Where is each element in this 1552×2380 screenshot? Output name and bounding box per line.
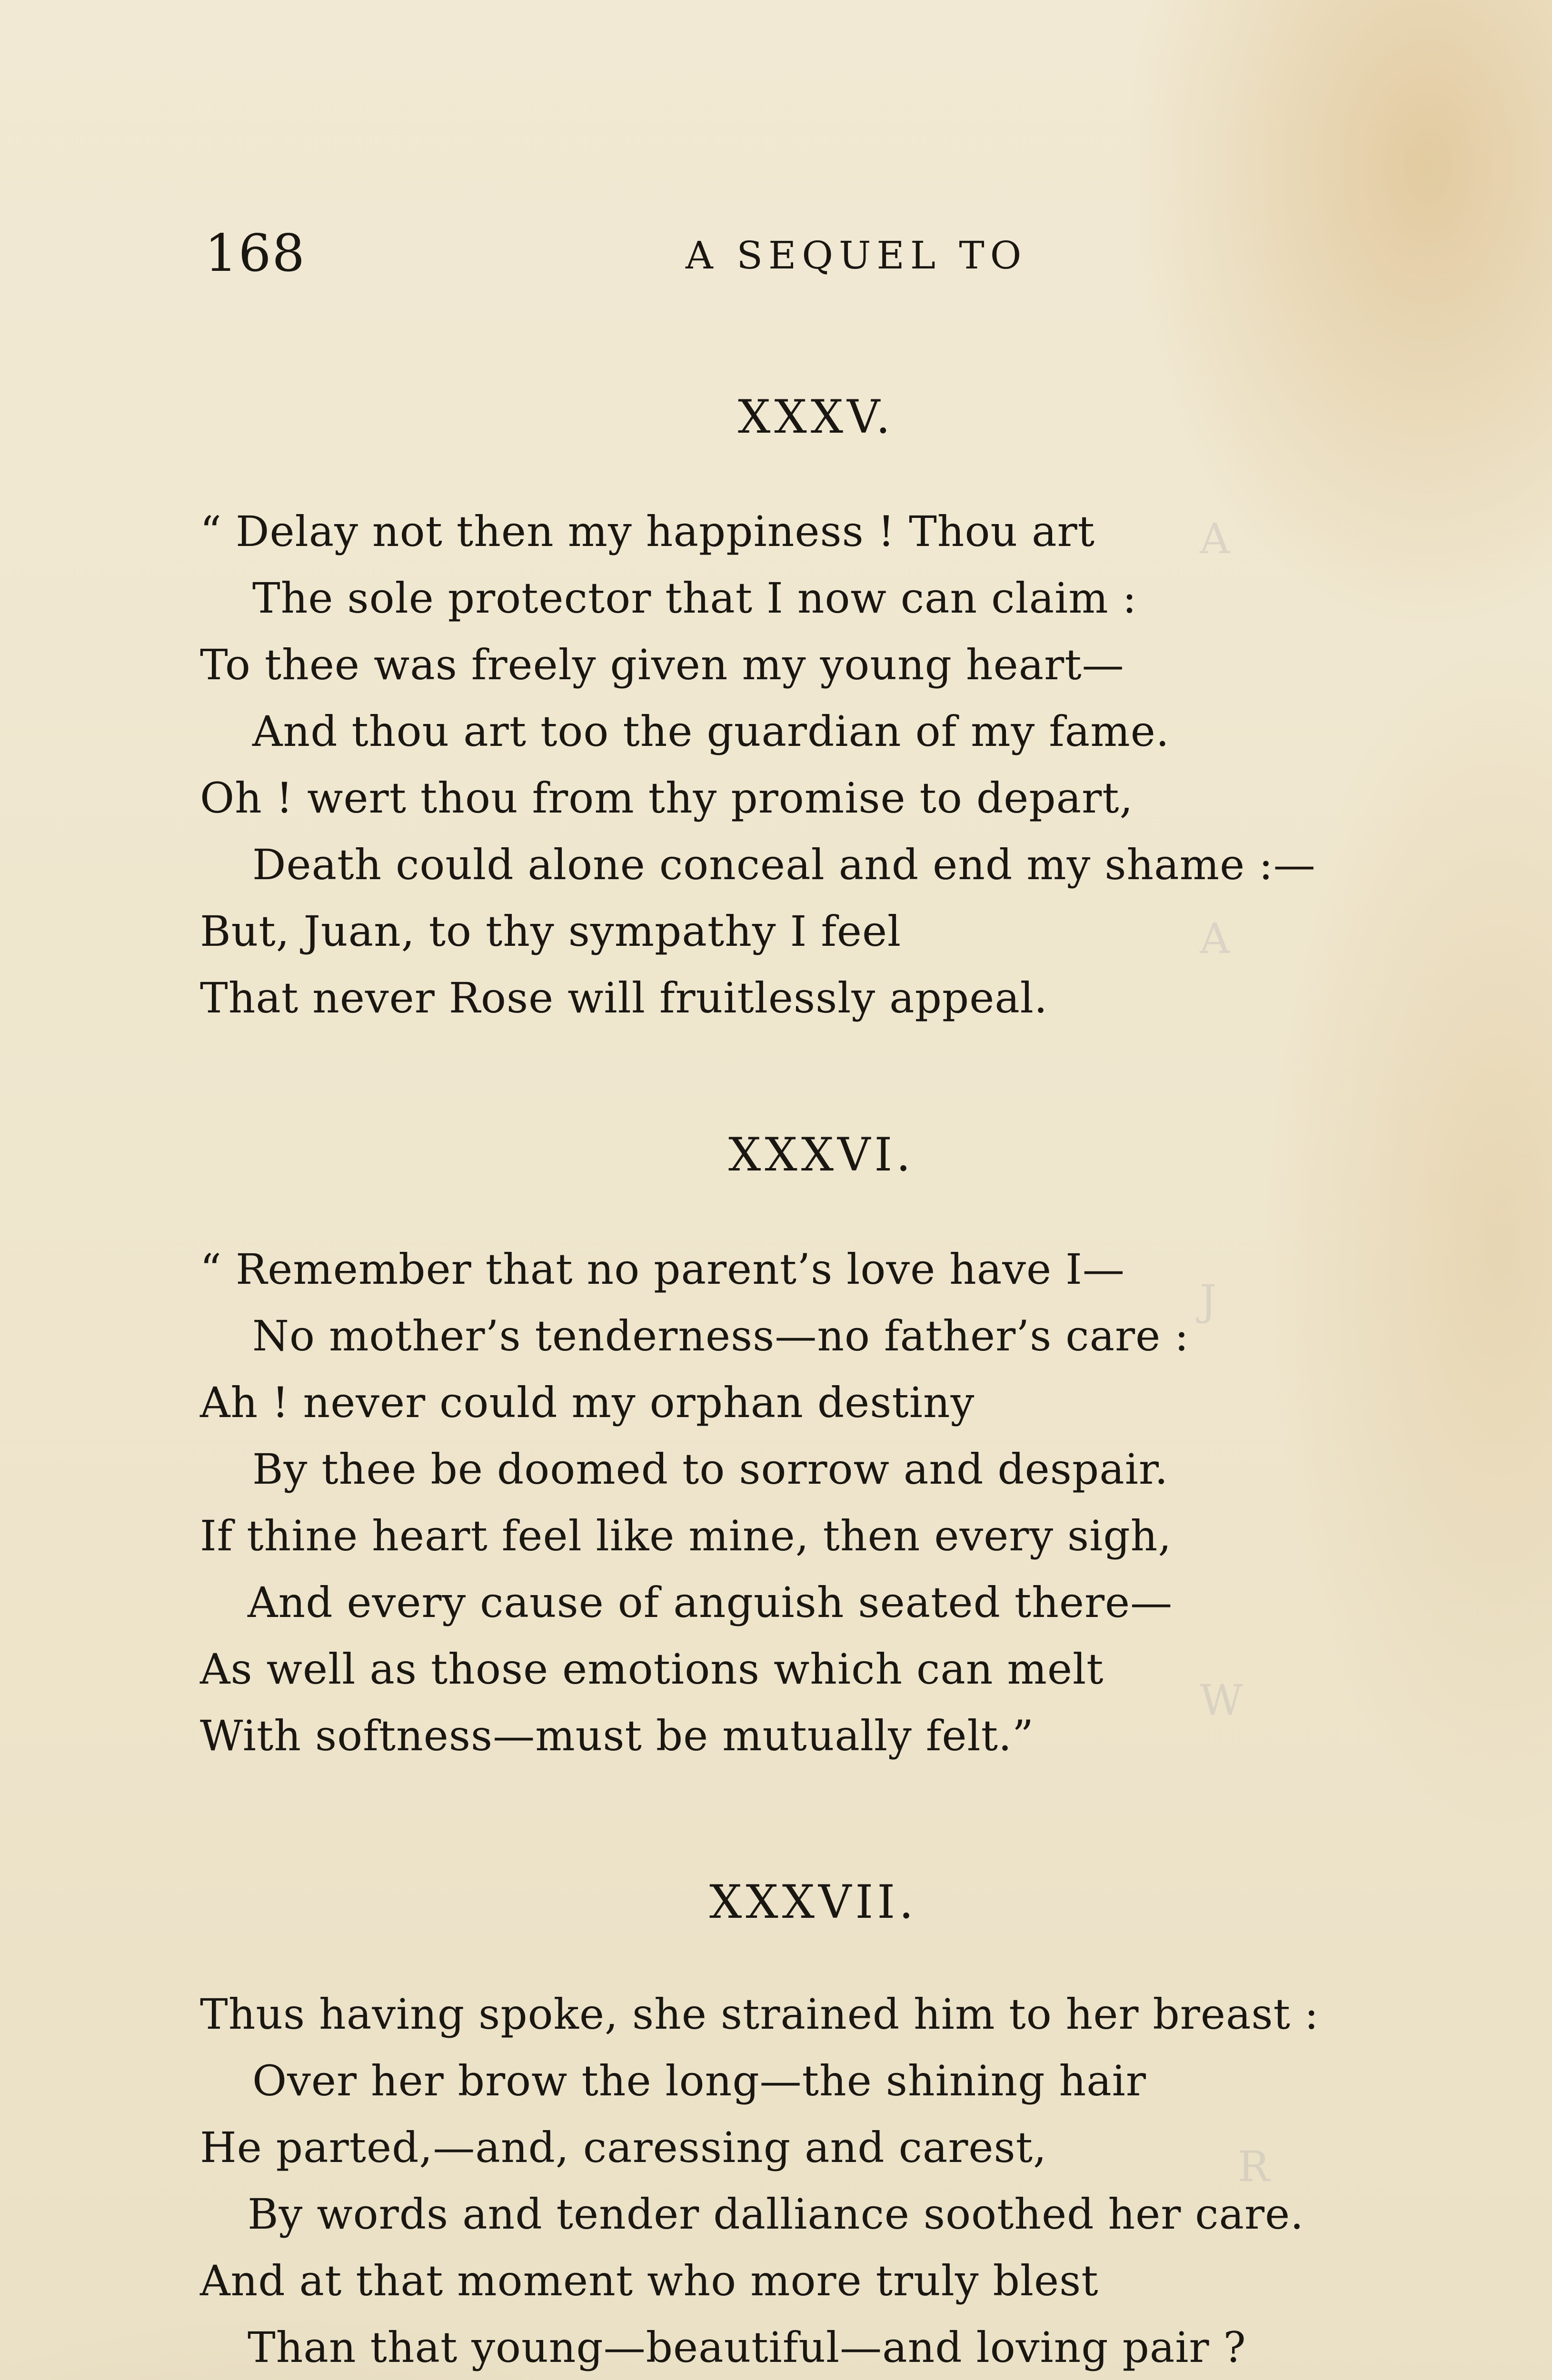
verse-line: Over her brow the long—the shining hair [252, 2056, 1146, 2105]
verse-line: He parted,—and, caressing and carest, [200, 2123, 1047, 2172]
verse-line: And thou art too the guardian of my fame. [252, 707, 1170, 756]
verse-line: “ Delay not then my happiness ! Thou art [200, 507, 1095, 556]
verse-line: No mother’s tenderness—no father’s care : [252, 1311, 1189, 1360]
verse-line: By thee be doomed to sorrow and despair. [252, 1445, 1169, 1494]
bleed-through-text: J [1200, 1276, 1217, 1325]
verse-line: Ah ! never could my orphan destiny [200, 1378, 975, 1427]
stanza-number: XXXVI. [728, 1128, 915, 1181]
verse-line: And at that moment who more truly blest [200, 2256, 1099, 2305]
stanza-number: XXXVII. [709, 1875, 917, 1929]
page-number: 168 [205, 224, 306, 283]
stanza-number: XXXV. [738, 390, 895, 444]
bleed-through-text: W [1200, 1676, 1243, 1725]
verse-line: To thee was freely given my young heart— [200, 640, 1124, 689]
verse-line: The sole protector that I now can claim : [252, 574, 1137, 623]
verse-line: Oh ! wert thou from thy promise to depart, [200, 774, 1134, 823]
bleed-through-text: A [1200, 914, 1230, 963]
running-head: A SEQUEL TO [686, 233, 1027, 278]
verse-line: With softness—must be mutually felt.” [200, 1711, 1034, 1760]
bleed-through-text: A [1200, 514, 1230, 563]
verse-line: Than that young—beautiful—and loving pair ? [248, 2323, 1246, 2372]
verse-line: That never Rose will fruitlessly appeal. [200, 973, 1048, 1022]
verse-line: But, Juan, to thy sympathy I feel [200, 907, 902, 956]
verse-line: By words and tender dalliance soothed her care. [248, 2190, 1304, 2239]
bleed-through-text: R [1238, 2142, 1270, 2191]
verse-line: As well as those emotions which can melt [200, 1645, 1104, 1694]
page-header [205, 224, 1404, 295]
verse-line: And every cause of anguish seated there— [248, 1578, 1173, 1627]
verse-line: If thine heart feel like mine, then every sigh, [200, 1511, 1172, 1560]
verse-line: Thus having spoke, she strained him to her breast : [200, 1990, 1319, 2039]
verse-line: Death could alone conceal and end my shame :— [252, 840, 1316, 889]
verse-line: “ Remember that no parent’s love have I— [200, 1245, 1125, 1294]
